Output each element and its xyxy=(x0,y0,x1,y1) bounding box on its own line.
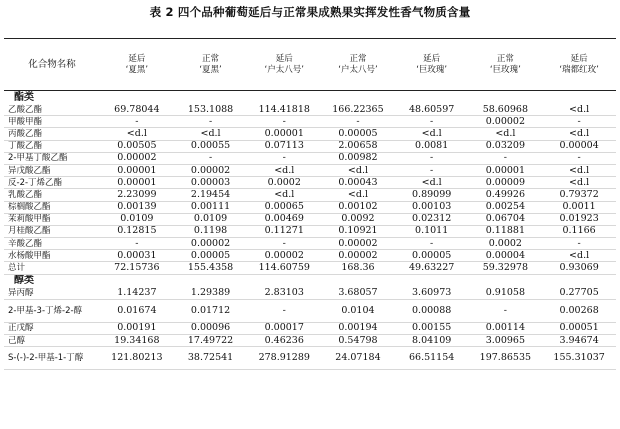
value-cell: 0.00002 xyxy=(247,250,321,262)
header-col-6-line2: ‘巨玫瑰’ xyxy=(489,64,521,75)
table-row xyxy=(4,201,616,213)
value-cell: - xyxy=(174,152,248,164)
value-cell: - xyxy=(469,152,543,164)
value-cell: - xyxy=(395,116,469,128)
value-cell: - xyxy=(542,152,616,164)
value-cell: 0.0092 xyxy=(321,213,395,225)
volatile-compounds-table xyxy=(4,38,616,370)
value-cell: <d.l xyxy=(542,128,616,140)
value-cell: - xyxy=(100,116,174,128)
compound-name: 异丙醇 xyxy=(4,288,100,300)
value-cell: 0.00005 xyxy=(174,250,248,262)
value-cell: 19.34168 xyxy=(100,335,174,347)
value-cell: 0.00982 xyxy=(321,152,395,164)
value-cell: 0.0104 xyxy=(321,299,395,322)
value-cell: 0.0002 xyxy=(247,177,321,189)
header-row xyxy=(4,39,616,91)
value-cell: 0.46236 xyxy=(247,335,321,347)
group-title: 酯类 xyxy=(14,91,34,103)
table-row xyxy=(4,189,616,201)
compound-name: 己醇 xyxy=(4,335,100,347)
value-cell: 0.00002 xyxy=(100,152,174,164)
compound-name: 2-甲基-3-丁烯-2-醇 xyxy=(4,299,100,322)
value-cell: 3.00965 xyxy=(469,335,543,347)
table-row xyxy=(4,164,616,176)
header-col-4-line2: ‘户太八号’ xyxy=(338,64,378,75)
header-col-1-line2: ‘夏黑’ xyxy=(125,64,149,75)
value-cell: 2.83103 xyxy=(247,288,321,300)
value-cell: 0.00001 xyxy=(247,128,321,140)
value-cell: 0.11881 xyxy=(469,225,543,237)
value-cell: 0.00055 xyxy=(174,140,248,152)
value-cell: <d.l xyxy=(395,128,469,140)
value-cell: 3.94674 xyxy=(542,335,616,347)
value-cell: 0.00194 xyxy=(321,322,395,334)
value-cell: 38.72541 xyxy=(174,347,248,370)
value-cell: - xyxy=(247,152,321,164)
value-cell: <d.l xyxy=(321,164,395,176)
table-row xyxy=(4,116,616,128)
value-cell: - xyxy=(542,238,616,250)
header-col-6-line1: 正常 xyxy=(496,53,514,64)
value-cell: 0.00191 xyxy=(100,322,174,334)
value-cell: 0.00111 xyxy=(174,201,248,213)
group-header-row xyxy=(4,274,616,288)
table-row xyxy=(4,128,616,140)
value-cell: 0.12815 xyxy=(100,225,174,237)
value-cell: 0.00051 xyxy=(542,322,616,334)
value-cell: 0.49926 xyxy=(469,189,543,201)
value-cell: 0.02312 xyxy=(395,213,469,225)
value-cell: 0.00155 xyxy=(395,322,469,334)
value-cell: 0.00031 xyxy=(100,250,174,262)
value-cell: 0.00268 xyxy=(542,299,616,322)
value-cell: 0.00002 xyxy=(321,250,395,262)
value-cell: - xyxy=(174,116,248,128)
value-cell: <d.l xyxy=(174,128,248,140)
value-cell: - xyxy=(542,116,616,128)
value-cell: 166.22365 xyxy=(321,104,395,116)
header-col-5-line1: 延后 xyxy=(423,53,441,64)
value-cell: 0.00254 xyxy=(469,201,543,213)
header-col-1 xyxy=(100,39,174,91)
value-cell: 0.00505 xyxy=(100,140,174,152)
value-cell: 0.0109 xyxy=(174,213,248,225)
value-cell: 0.0109 xyxy=(100,213,174,225)
compound-name: 丙酸乙酯 xyxy=(4,128,100,140)
compound-name: 茉莉酸甲酯 xyxy=(4,213,100,225)
total-row xyxy=(4,262,616,274)
header-col-3-line2: ‘户太八号’ xyxy=(264,64,304,75)
value-cell: - xyxy=(395,164,469,176)
value-cell: 153.1088 xyxy=(174,104,248,116)
value-cell: 0.11271 xyxy=(247,225,321,237)
value-cell: 0.0002 xyxy=(469,238,543,250)
value-cell: 0.00114 xyxy=(469,322,543,334)
value-cell: 0.0081 xyxy=(395,140,469,152)
compound-name: 异戊酸乙酯 xyxy=(4,164,100,176)
header-col-1-line1: 延后 xyxy=(128,53,146,64)
value-cell: 114.41818 xyxy=(247,104,321,116)
compound-name: 棕榈酸乙酯 xyxy=(4,201,100,213)
table-row xyxy=(4,225,616,237)
value-cell: 3.68057 xyxy=(321,288,395,300)
value-cell: 0.00004 xyxy=(542,140,616,152)
table-row xyxy=(4,140,616,152)
compound-name: 乙酸乙酯 xyxy=(4,104,100,116)
value-cell: 49.63227 xyxy=(395,262,469,274)
compound-name: 甲酸甲酯 xyxy=(4,116,100,128)
header-col-2-line1: 正常 xyxy=(202,53,220,64)
value-cell: 0.54798 xyxy=(321,335,395,347)
table-row xyxy=(4,347,616,370)
value-cell: <d.l xyxy=(100,128,174,140)
value-cell: - xyxy=(247,116,321,128)
value-cell: 0.93069 xyxy=(542,262,616,274)
value-cell: 0.03209 xyxy=(469,140,543,152)
value-cell: <d.l xyxy=(542,177,616,189)
compound-name: 月桂酸乙酯 xyxy=(4,225,100,237)
value-cell: - xyxy=(100,238,174,250)
value-cell: 48.60597 xyxy=(395,104,469,116)
value-cell: - xyxy=(247,299,321,322)
header-compound-name: 化合物名称 xyxy=(4,39,100,91)
value-cell: 0.00065 xyxy=(247,201,321,213)
value-cell: 0.01674 xyxy=(100,299,174,322)
value-cell: <d.l xyxy=(542,164,616,176)
value-cell: <d.l xyxy=(321,189,395,201)
value-cell: 0.01923 xyxy=(542,213,616,225)
compound-name: 正戊醇 xyxy=(4,322,100,334)
value-cell: 1.29389 xyxy=(174,288,248,300)
value-cell: <d.l xyxy=(542,250,616,262)
value-cell: 0.00002 xyxy=(321,238,395,250)
value-cell: 2.23099 xyxy=(100,189,174,201)
value-cell: 0.00469 xyxy=(247,213,321,225)
value-cell: 0.00017 xyxy=(247,322,321,334)
value-cell: - xyxy=(395,238,469,250)
compound-name: 乳酸乙酯 xyxy=(4,189,100,201)
table-caption: 表 2 四个品种葡萄延后与正常果成熟果实挥发性香气物质含量 xyxy=(149,5,471,19)
header-col-5-line2: ‘巨玫瑰’ xyxy=(416,64,448,75)
value-cell: 155.4358 xyxy=(174,262,248,274)
value-cell: 8.04109 xyxy=(395,335,469,347)
value-cell: 114.60759 xyxy=(247,262,321,274)
table-row xyxy=(4,238,616,250)
compound-name: S-(-)-2-甲基-1-丁醇 xyxy=(4,347,100,370)
value-cell: 0.00103 xyxy=(395,201,469,213)
value-cell: 0.1166 xyxy=(542,225,616,237)
value-cell: 72.15736 xyxy=(100,262,174,274)
value-cell: 0.00005 xyxy=(395,250,469,262)
value-cell: 1.14237 xyxy=(100,288,174,300)
value-cell: 58.60968 xyxy=(469,104,543,116)
header-col-7-line1: 延后 xyxy=(570,53,588,64)
value-cell: 0.1198 xyxy=(174,225,248,237)
header-col-3-line1: 延后 xyxy=(275,53,293,64)
value-cell: 59.32978 xyxy=(469,262,543,274)
compound-name: 反-2-丁烯乙酯 xyxy=(4,177,100,189)
table-row xyxy=(4,250,616,262)
value-cell: 0.00009 xyxy=(469,177,543,189)
value-cell: 3.60973 xyxy=(395,288,469,300)
header-col-7-line2: ‘瑞都红玫’ xyxy=(559,64,599,75)
value-cell: 0.79372 xyxy=(542,189,616,201)
header-col-7 xyxy=(542,39,616,91)
value-cell: 0.00002 xyxy=(174,238,248,250)
value-cell: 155.31037 xyxy=(542,347,616,370)
value-cell: 0.00003 xyxy=(174,177,248,189)
value-cell: 0.00001 xyxy=(100,177,174,189)
group-header-row xyxy=(4,91,616,105)
value-cell: 0.10921 xyxy=(321,225,395,237)
value-cell: 0.00102 xyxy=(321,201,395,213)
value-cell: <d.l xyxy=(247,189,321,201)
value-cell: 0.1011 xyxy=(395,225,469,237)
value-cell: 0.01712 xyxy=(174,299,248,322)
value-cell: 0.00043 xyxy=(321,177,395,189)
value-cell: 0.0011 xyxy=(542,201,616,213)
table-row xyxy=(4,213,616,225)
value-cell: 0.00088 xyxy=(395,299,469,322)
header-col-2-line2: ‘夏黑’ xyxy=(199,64,222,75)
value-cell: 0.89099 xyxy=(395,189,469,201)
table-body xyxy=(4,91,616,370)
header-col-4-line1: 正常 xyxy=(349,53,367,64)
value-cell: 0.27705 xyxy=(542,288,616,300)
table-row xyxy=(4,288,616,300)
value-cell: 0.00139 xyxy=(100,201,174,213)
value-cell: 278.91289 xyxy=(247,347,321,370)
table-row xyxy=(4,177,616,189)
header-col-6 xyxy=(469,39,543,91)
value-cell: 168.36 xyxy=(321,262,395,274)
value-cell: - xyxy=(395,152,469,164)
value-cell: <d.l xyxy=(469,128,543,140)
value-cell: 0.00096 xyxy=(174,322,248,334)
compound-name: 丁酸乙酯 xyxy=(4,140,100,152)
compound-name: 总计 xyxy=(4,262,100,274)
compound-name: 水杨酸甲酯 xyxy=(4,250,100,262)
header-col-2 xyxy=(174,39,248,91)
header-col-5 xyxy=(395,39,469,91)
table-row xyxy=(4,104,616,116)
table-row xyxy=(4,152,616,164)
value-cell: 0.00002 xyxy=(174,164,248,176)
value-cell: - xyxy=(469,299,543,322)
compound-name: 辛酸乙酯 xyxy=(4,238,100,250)
value-cell: - xyxy=(321,116,395,128)
value-cell: 24.07184 xyxy=(321,347,395,370)
value-cell: 0.00002 xyxy=(469,116,543,128)
group-title: 醇类 xyxy=(4,274,616,288)
value-cell: 0.00001 xyxy=(469,164,543,176)
value-cell: <d.l xyxy=(395,177,469,189)
value-cell: <d.l xyxy=(542,104,616,116)
value-cell: 121.80213 xyxy=(100,347,174,370)
value-cell: 2.19454 xyxy=(174,189,248,201)
value-cell: 0.06704 xyxy=(469,213,543,225)
value-cell: 69.78044 xyxy=(100,104,174,116)
value-cell: 0.00004 xyxy=(469,250,543,262)
value-cell: 2.00658 xyxy=(321,140,395,152)
value-cell: <d.l xyxy=(247,164,321,176)
table-row xyxy=(4,335,616,347)
value-cell: 197.86535 xyxy=(469,347,543,370)
header-col-3 xyxy=(247,39,321,91)
value-cell: - xyxy=(247,238,321,250)
value-cell: 0.07113 xyxy=(247,140,321,152)
value-cell: 0.00005 xyxy=(321,128,395,140)
compound-name: 2-甲基丁酸乙酯 xyxy=(4,152,100,164)
table-row xyxy=(4,299,616,322)
value-cell: 0.91058 xyxy=(469,288,543,300)
value-cell: 66.51154 xyxy=(395,347,469,370)
table-row xyxy=(4,322,616,334)
value-cell: 0.00001 xyxy=(100,164,174,176)
value-cell: 17.49722 xyxy=(174,335,248,347)
header-col-4 xyxy=(321,39,395,91)
